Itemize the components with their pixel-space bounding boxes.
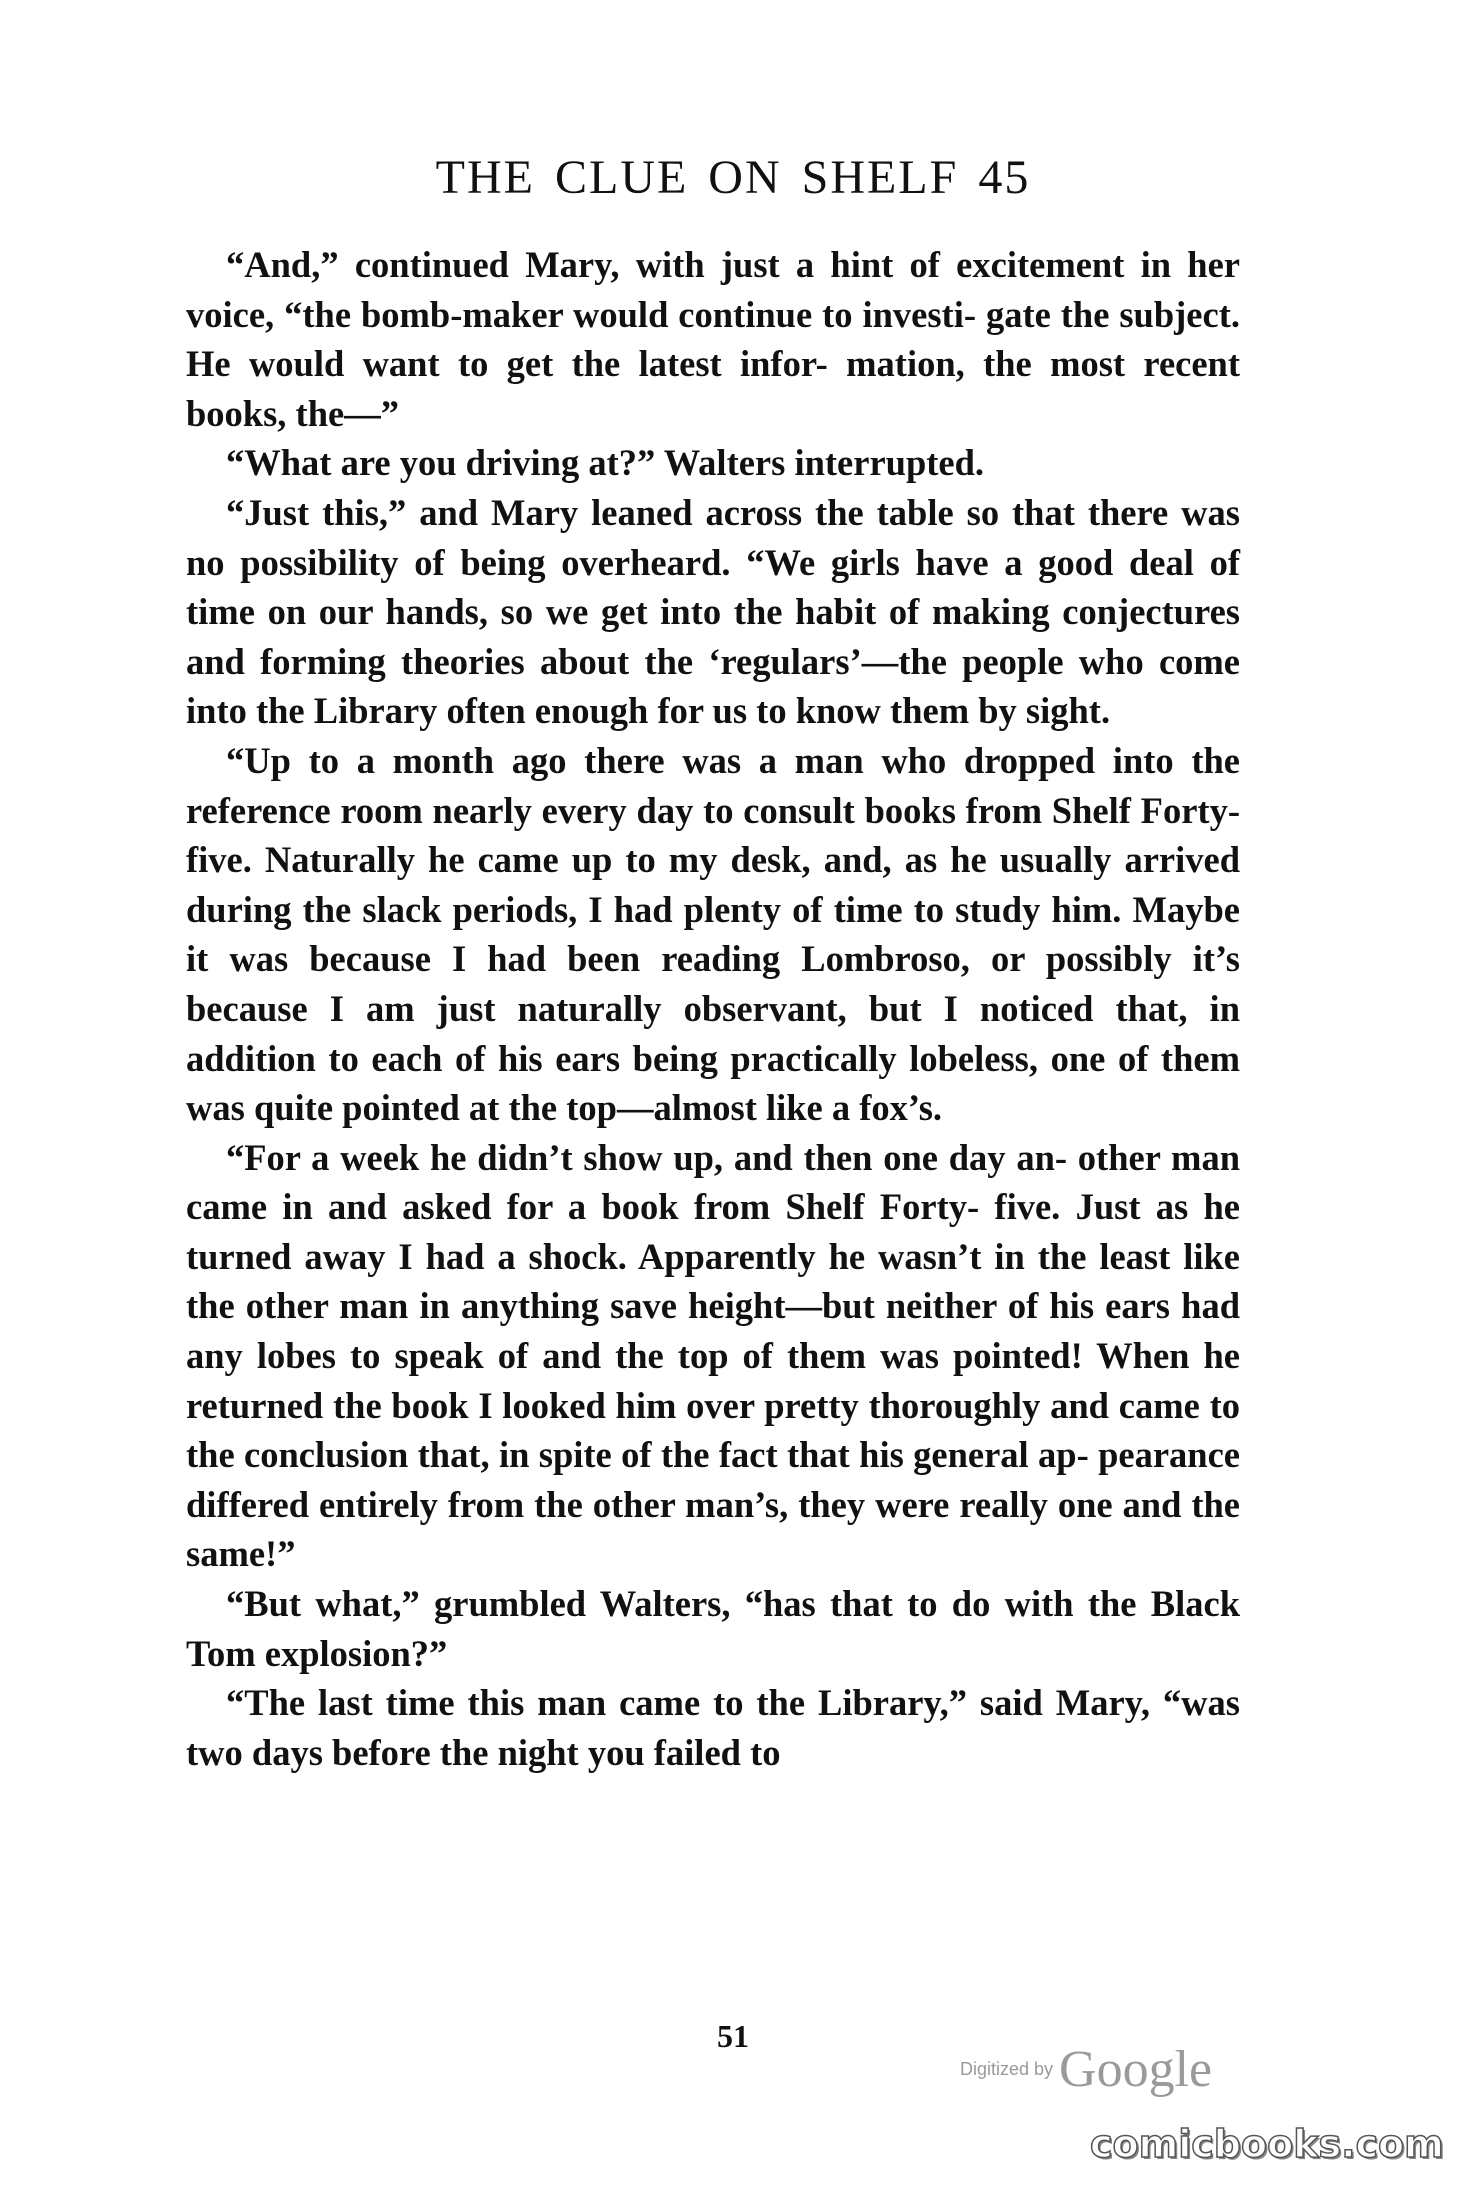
paragraph: “The last time this man came to the Library,” said Mary, “was two days before the night you failed to — [186, 1682, 1240, 1773]
running-head: THE CLUE ON SHELF 45 — [435, 151, 1031, 204]
paragraph: “What are you driving at?” Walters interrupted. — [226, 442, 985, 484]
body-text — [186, 240, 1240, 1777]
paragraph: “And,” continued Mary, with just a hint of excitement in her voice, “the bomb-maker would continue to investi- gate the subject. He would want to get the latest infor- mation, the most recent books, the—” — [186, 244, 1240, 434]
paragraph: “Up to a month ago there was a man who dropped into the reference room nearly every day to consult books from Shelf Forty-five. Naturally he came up to my desk, and, as he usually arrived during the slack periods, I had plenty of time to study him. Maybe it was because I had been reading Lombroso, or possibly it’s because I am just naturally observant, but I noticed that, in addition to each of his ears being practically lobeless, one of them was quite pointed at the top—almost like a fox’s. — [186, 739, 1240, 1129]
digitized-by-label: Digitized by — [960, 2059, 1054, 2079]
google-watermark — [960, 2040, 1280, 2100]
google-logo-text: Google — [1059, 2041, 1213, 2098]
page-number: 51 — [717, 2018, 749, 2054]
paragraph: “For a week he didn’t show up, and then one day an- other man came in and asked for a book from Shelf Forty- five. Just as he turned away I had a shock. Apparently he wasn’t in the least like the other man in anything save height—but neither of his ears had any lobes to speak of and the top of them was pointed! When he returned the book I looked him over pretty thoroughly and came to the conclusion that, in spite of the fact that his general ap- pearance differed entirely from the other man’s, they were really one and the same!” — [186, 1136, 1240, 1575]
site-watermark: comicbooks.com — [1090, 2122, 1444, 2166]
paragraph: “But what,” grumbled Walters, “has that to do with the Black Tom explosion?” — [186, 1583, 1240, 1674]
paragraph: “Just this,” and Mary leaned across the table so that there was no possibility of being overheard. “We girls have a good deal of time on our hands, so we get into the habit of making conjectures and forming theories about the ‘regulars’—the people who come into the Library often enough for us to know them by sight. — [186, 491, 1240, 732]
